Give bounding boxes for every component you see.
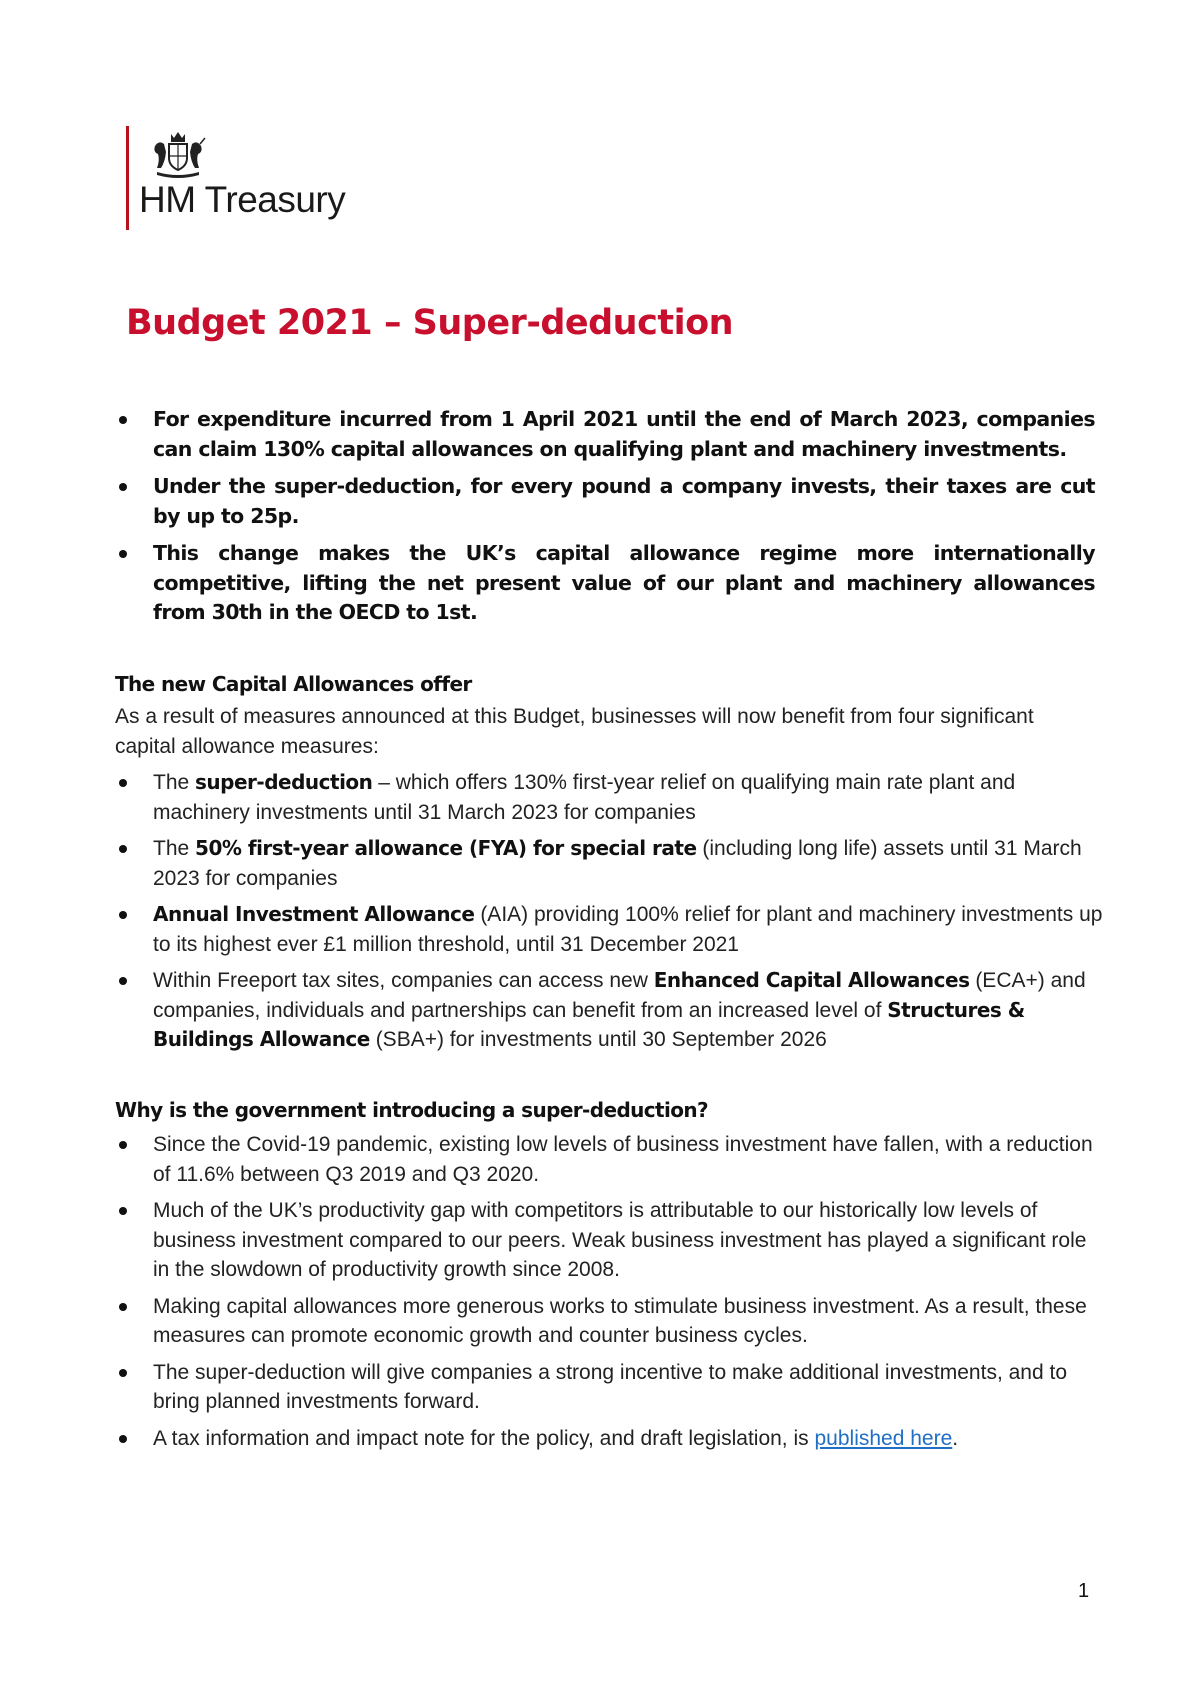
list-item <box>115 1196 1105 1285</box>
item-text: (ECA+) and companies, individuals and partnerships can benefit from an increased level of <box>153 969 1086 1022</box>
offer-intro: As a result of measures announced at this Budget, businesses will now benefit from four significant capital allowance measures: <box>115 705 1034 758</box>
item-bold-term: Structures & Buildings Allowance <box>153 997 1025 1051</box>
item-text: (AIA) providing 100% relief for plant and machinery investments up to its highest ever £1 million threshold, until 31 December 2021 <box>153 903 1103 956</box>
why-section-heading: Why is the government introducing a super-deduction? <box>115 1098 709 1122</box>
bullet-icon <box>119 483 127 491</box>
bullet-icon <box>119 845 127 853</box>
item-text: The super-deduction will give companies a strong incentive to make additional investments, and to bring planned investments forward. <box>153 1360 1068 1413</box>
page-title: Budget 2021 – Super-deduction <box>126 303 734 343</box>
bullet-icon <box>119 416 127 424</box>
item-text: Within Freeport tax sites, companies can access new <box>153 969 654 992</box>
item-text: Making capital allowances more generous works to stimulate business investment. As a result, these measures can promote economic growth and counter business cycles. <box>153 1294 1087 1347</box>
list-item <box>115 472 1095 531</box>
bullet-icon <box>119 1369 127 1377</box>
why-list <box>115 1130 1105 1460</box>
item-text: The <box>153 771 196 794</box>
key-point-text: This change makes the UK’s capital allowance regime more internationally competitive, lifting the net present value of our plant and machinery allowances from 30th in the OECD to 1st. <box>153 541 1095 624</box>
list-item <box>115 900 1105 959</box>
list-item <box>115 405 1095 464</box>
bullet-icon <box>119 977 127 985</box>
logo-red-bar <box>126 126 129 230</box>
list-item <box>115 834 1105 893</box>
key-points-list <box>115 405 1095 636</box>
item-text: . <box>952 1426 959 1450</box>
item-text: A tax information and impact note for the policy, and draft legislation, is <box>153 1426 815 1450</box>
item-bold-term: Annual Investment Allowance <box>153 902 475 926</box>
item-text: – which offers 130% first-year relief on qualifying main rate plant and machinery investments until 31 March 2023 for companies <box>153 771 1016 824</box>
list-item <box>115 1424 1105 1454</box>
item-bold-term: Enhanced Capital Allowances <box>653 968 970 992</box>
bullet-icon <box>119 779 127 787</box>
item-text: Since the Covid-19 pandemic, existing low levels of business investment have fallen, with a reduction of 11.6% between Q3 2019 and Q3 2020. <box>153 1133 1093 1186</box>
hm-treasury-logo <box>126 126 345 230</box>
royal-crest-icon <box>149 130 207 178</box>
bullet-icon <box>119 1435 127 1443</box>
published-here-link[interactable]: published here <box>814 1426 953 1450</box>
list-item <box>115 1130 1105 1189</box>
list-item <box>115 966 1105 1055</box>
key-point-text: Under the super-deduction, for every pound a company invests, their taxes are cut by up to 25p. <box>153 474 1095 528</box>
organisation-name: HM Treasury <box>139 179 346 220</box>
item-bold-term: super-deduction <box>195 770 373 794</box>
item-text: (SBA+) for investments until 30 September 2026 <box>369 1028 827 1051</box>
offer-section-heading: The new Capital Allowances offer <box>115 672 472 696</box>
bullet-icon <box>119 911 127 919</box>
item-bold-term: 50% first-year allowance (FYA) for special rate <box>195 836 697 860</box>
item-text: The <box>153 837 196 860</box>
page-number: 1 <box>1078 1580 1090 1602</box>
bullet-icon <box>119 1141 127 1149</box>
list-item <box>115 1292 1105 1351</box>
bullet-icon <box>119 1207 127 1215</box>
item-text: (including long life) assets until 31 March 2023 for companies <box>153 837 1082 890</box>
list-item <box>115 539 1095 628</box>
offer-list <box>115 768 1105 1062</box>
bullet-icon <box>119 550 127 558</box>
list-item <box>115 768 1105 827</box>
bullet-icon <box>119 1303 127 1311</box>
item-text: Much of the UK’s productivity gap with competitors is attributable to our historically low levels of business investment compared to our peers. Weak business investment has played a significant role in the slowdown of productivity growth since 2008. <box>153 1199 1087 1281</box>
key-point-text: For expenditure incurred from 1 April 2021 until the end of March 2023, companies can claim 130% capital allowances on qualifying plant and machinery investments. <box>153 407 1095 461</box>
list-item <box>115 1358 1105 1417</box>
